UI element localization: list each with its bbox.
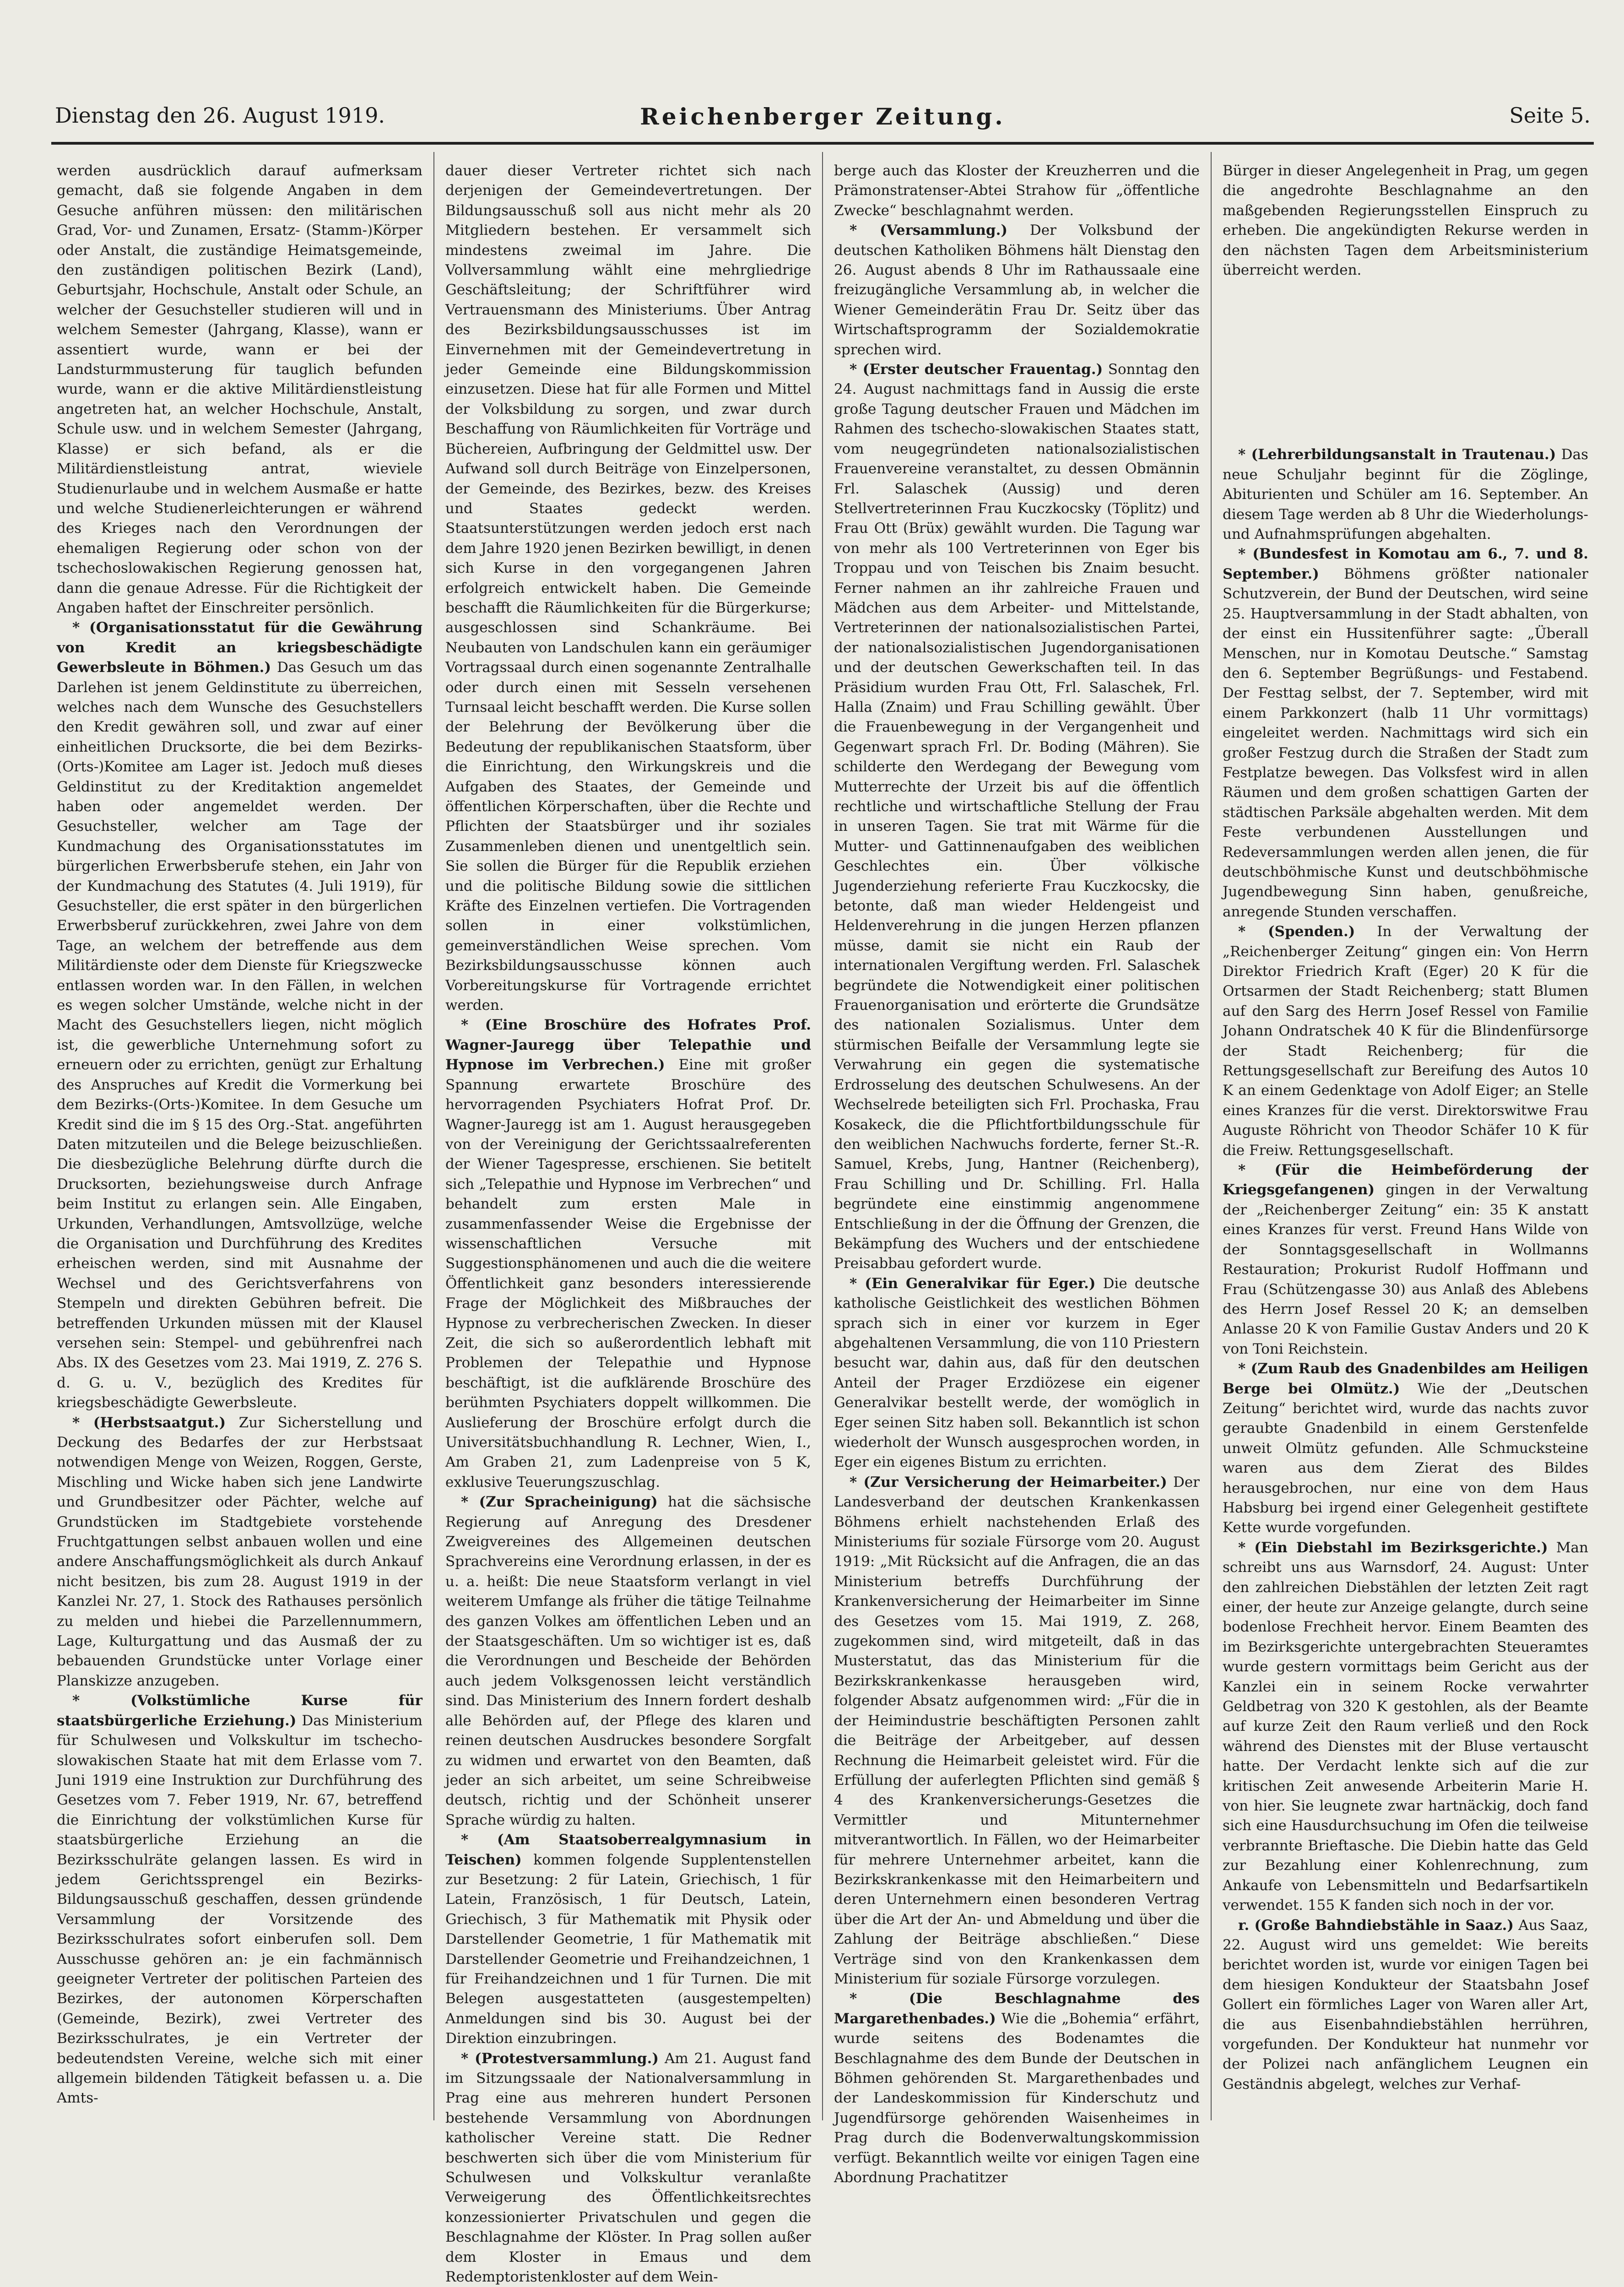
- header-date: Dienstag den 26. August 1919.: [55, 103, 385, 128]
- page-number: Seite 5.: [1509, 103, 1591, 128]
- article-heading: * (Protestversammlung.): [461, 2050, 659, 2067]
- article-heading: * (Versammlung.): [850, 222, 1008, 239]
- article-text: Der Volksbund der deutschen Katholiken Böhmens hält Dienstag den 26. August abends 8 Uhr im Rathaussaale eine freizugängliche Versammlung ab, in welcher die Wiener Gemeinderätin Frau Dr. Seitz über das Wirtschaftsprogramm der Sozialdemokratie sprechen wird.: [834, 222, 1200, 358]
- article-heading: r. (Große Bahndiebstähle in Saaz.): [1238, 1917, 1514, 1934]
- article-paragraph: [1223, 922, 1588, 1160]
- article-text: gingen in der Verwaltung der „Reichenberger Zeitung“ ein: 35 K anstatt eines Kranzes für verst. Freund Hans Wilde von der Sonntagsgesellschaft in Wollmanns Restauration; Prokurist Rudolf Hoffmann und Frau (Schützengasse 30) aus Anlaß des Ablebens des Herrn Josef Ressel 20 K; an demselben Anlasse 20 K von Familie Gustav Anders und 20 K von Toni Reichstein.: [1223, 1181, 1588, 1357]
- article-paragraph: [1223, 1916, 1588, 2095]
- article-paragraph: [445, 161, 811, 1015]
- article-paragraph: [834, 221, 1200, 360]
- article-paragraph: [57, 1413, 422, 1691]
- article-heading: * (Organisationsstatut für die Gewährung von Kredit an kriegsbeschädigte Gewerbsleute in Böhmen.): [57, 619, 422, 676]
- article-text: Wie die „Bohemia“ erfährt, wurde seitens des Bodenamtes die Beschlagnahme des dem Bunde der Deutschen in Böhmen gehörenden St. Margarethenbades und der Landeskommission für Kinderschutz und Jugendfürsorge gehörenden Waisenheimes in Prag durch die Bodenverwaltungskommission verfügt. Bekanntlich weilte vor einigen Tagen eine Abordnung Prachatitzer: [834, 2010, 1200, 2186]
- article-paragraph: [445, 2049, 811, 2287]
- article-paragraph: [445, 1830, 811, 2049]
- article-heading: * (Zum Raub des Gnadenbildes am Heiligen Berge bei Olmütz.): [1223, 1360, 1588, 1397]
- article-paragraph: [834, 360, 1200, 1274]
- masthead: Reichenberger Zeitung.: [640, 103, 1006, 130]
- article-heading: * (Eine Broschüre des Hofrates Prof. Wagner-Jauregg über Telepathie und Hypnose im Verbrechen.): [445, 1017, 811, 1073]
- article-heading: * (Erster deutscher Frauentag.): [850, 361, 1103, 378]
- article-heading: * (Am Staatsoberrealgymnasium in Teischen): [445, 1832, 811, 1868]
- article-heading: * (Bundesfest in Komotau am 6., 7. und 8. September.): [1223, 546, 1588, 582]
- article-text: Man schreibt uns aus Warnsdorf, 24. August: Unter den zahlreichen Diebstählen der letzten Zeit ragt einer, der heute zur Anzeige gelangte, durch seine bodenlose Frechheit hervor. Einem Beamten des im Bezirksgerichte untergebrachten Steueramtes wurde gestern vormittags beim Gericht aus der Kanzlei ein in seinem Rocke verwahrter Geldbetrag von 320 K gestohlen, als der Beamte auf kurze Zeit den Raum verließ und den Rock während des Dienstes mit der Bluse vertauscht hatte. Der Verdacht lenkte sich auf die zur kritischen Zeit anwesende Arbeiterin Marie H. von hier. Sie leugnete zwar hartnäckig, doch fand sich eine Hausdurchsuchung im Ofen die teilweise verbrannte Brieftasche. Die Diebin hatte das Geld zur Bezahlung einer Kohlenrechnung, zum Ankaufe von Lebensmitteln und Bedarfsartikeln verwendet. 155 K fanden sich noch in der vor.: [1223, 1539, 1589, 1914]
- article-paragraph: [445, 1492, 811, 1830]
- article-text: Sonntag den 24. August nachmittags fand in Aussig die erste große Tagung deutscher Frauen und Mädchen im Rahmen des tschecho-slowakischen Staates statt, vom neugegründeten nationalsozialistischen Frauenvereine veranstaltet, zu dessen Obmännin Frl. Salaschek (Aussig) und deren Stellvertreterinnen Frau Kuczkocsky (Töplitz) und Frau Ott (Brüx) gewählt wurden. Die Tagung war von mehr als 100 Vertreterinnen von Eger bis Troppau und von Teischen bis Znaim besucht. Ferner nahmen an ihr zahlreiche Frauen und Mädchen aus dem Arbeiter- und Mittelstande, Vertreterinnen der nationalsozialistischen Partei, der nationalsozialistischen Jugendorganisationen und der deutschen Gewerkschaften teil. In das Präsidium wurden Frau Ott, Frl. Salaschek, Frl. Halla (Znaim) und Frau Schilling gewählt. Über die Frauenbewegung in der Vergangenheit und Gegenwart sprach Frl. Dr. Boding (Mähren). Sie schilderte den Werdegang der Bewegung vom Mutterrechte der Urzeit bis auf die öffentlich rechtliche und wirtschaftliche Stellung der Frau in unseren Tagen. Sie trat mit Wärme für die Mutter- und Gattinnenaufgaben des weiblichen Geschlechtes ein. Über völkische Jugenderziehung referierte Frau Kuczkocsky, die betonte, daß man wieder Heldengeist und Heldenverehrung in die jungen Herzen pflanzen müsse, damit sie nicht ein Raub der internationalen Vergiftung werden. Frl. Salaschek begründete die Notwendigkeit einer politischen Frauenorganisation und erörterte die Grundsätze des nationalen Sozialismus. Unter dem stürmischen Beifalle der Versammlung legte sie Verwahrung ein gegen die systematische Erdrosselung des deutschen Schulwesens. An der Wechselrede beteiligten sich Frl. Prochaska, Frau Kosakeck, die die Pflichtfortbildungsschule für den weiblichen Nachwuchs forderte, ferner St.-R. Samuel, Krebs, Jung, Hantner (Reichenberg), Frau Schilling und Dr. Schilling. Frl. Halla begründete eine einstimmig angenommene Entschließung in der die Öffnung der Grenzen, die Bekämpfung des Wuchers und der entschiedene Preisabbau gefordert wurde.: [834, 361, 1200, 1272]
- article-text: Wie der „Deutschen Zeitung“ berichtet wird, wurde das nachts zuvor geraubte Gnadenbild in einem Gerstenfelde unweit Olmütz gefunden. Alle Schmucksteine waren aus dem Zierat des Bildes herausgebrochen, nur eine von dem Haus Habsburg bei irgend einer Gelegenheit gestiftete Kette wurde vorgefunden.: [1223, 1380, 1588, 1536]
- article-text: hat die sächsische Regierung auf Anregung des Dresdener Zweigvereines des Allgemeinen deutschen Sprachvereins eine Verordnung erlassen, in der es u. a. heißt: Die neue Staatsform verlangt in viel weiterem Umfange als früher die tätige Teilnahme des ganzen Volkes am öffentlichen Leben und an der Staatsgeschäften. Um so wichtiger ist es, daß die Verordnungen und Bescheide der Behörden auch jedem Volksgenossen leicht verständlich sind. Das Ministerium des Innern fordert deshalb alle Behörden auf, der Pflege des klaren und reinen deutschen Ausdruckes besondere Sorgfalt zu widmen und erwartet von den Beamten, daß jeder an sich arbeitet, um seine Schreibweise deutsch, richtig und der Schönheit unserer Sprache würdig zu halten.: [445, 1494, 811, 1828]
- article-heading: * (Herbstsaatgut.): [72, 1414, 226, 1431]
- article-paragraph: [834, 1989, 1200, 2188]
- article-paragraph: [834, 1274, 1200, 1473]
- article-text: Das Ministerium für Schulwesen und Volkskultur im tschecho-slowakischen Staate hat mit dem Erlasse vom 7. Juni 1919 eine Instruktion zur Durchführung des Gesetzes vom 7. Feber 1919, Nr. 67, betreffend die Einrichtung der volkstümlichen Kurse für staatsbürgerliche Erziehung an die Bezirksschulräte gelangen lassen. Es wird in jedem Gerichtssprengel ein Bezirks-Bildungsausschuß geschaffen, dessen gründende Versammlung der Vorsitzende des Bezirksschulrates sofort einberufen soll. Dem Ausschusse gehören an: je ein fachmännisch geeigneter Vertreter der politischen Parteien des Bezirkes, der autonomen Körperschaften (Gemeinde, Bezirk), zwei Vertreter des Bezirksschulrates, je ein Vertreter der bedeutendsten Vereine, welche sich mit einer allgemein bildenden Tätigkeit befassen u. a. Die Amts-: [57, 1712, 423, 2107]
- article-columns: [51, 152, 1594, 2286]
- article-text: In der Verwaltung der „Reichenberger Zeitung“ gingen ein: Von Herrn Direktor Friedrich Kraft (Eger) 20 K für die Ortsarmen der Stadt Reichenberg; statt Blumen auf den Sarg des Herrn Josef Ressel von Familie Johann Ondratschek 40 K für die Blindenfürsorge der Stadt Reichenberg; für die Rettungsgesellschaft zur Bereifung des Autos 10 K an einem Gedenktage von Adolf Eiger; an Stelle eines Kranzes für die verst. Direktorswitwe Frau Auguste Röhricht von Theodor Schäfer 10 K für die Freiw. Rettungsgesellschaft.: [1223, 923, 1588, 1159]
- article-text: Böhmens größter nationaler Schutzverein, der Bund der Deutschen, wird seine 25. Hauptversammlung in der Stadt abhalten, von der einst ein Hussitenführer sagte: „Überall Menschen, nur in Komotau Deutsche.“ Samstag den 6. September Begrüßungs- und Festabend. Der Festtag selbst, der 7. September, wird mit einem Parkkonzert (halb 11 Uhr vormittags) eingeleitet werden. Nachmittags wird sich ein großer Festzug durch die Straßen der Stadt zum Festplatze bewegen. Das Volksfest wird in allen Räumen und dem großen schattigen Garten der städtischen Parksäle abgehalten werden. Mit dem Feste verbundenen Ausstellungen und Redeversammlungen werden allen jenen, die für deutschböhmische Kunst und deutschböhmische Jugendbewegung Sinn haben, genußreiche, anregende Stunden verschaffen.: [1223, 565, 1588, 920]
- article-heading: * (Zur Spracheinigung): [461, 1494, 658, 1511]
- page-header: [55, 94, 1591, 144]
- article-text: Aus Saaz, 22. August wird uns gemeldet: Wie bereits berichtet worden ist, wurde vor einigen Tagen bei dem hiesigen Kondukteur der Staatsbahn Josef Gollert ein förmliches Lager von Waren aller Art, die aus Eisenbahndiebstählen herrühren, vorgefunden. Der Kondukteur hat nunmehr vor der Polizei nach anfänglichem Leugnen ein Geständnis abgelegt, welches zur Verhaf-: [1223, 1917, 1589, 2092]
- article-heading: * (Volkstümliche Kurse für staatsbürgerliche Erziehung.): [57, 1692, 422, 1729]
- article-paragraph: [834, 161, 1200, 221]
- article-heading: * (Spenden.): [1238, 923, 1355, 940]
- column-4: [1217, 152, 1594, 2120]
- article-text: Bürger in dieser Angelegenheit in Prag, um gegen die angedrohte Beschlagnahme an den maßgebenden Regierungsstellen Einspruch zu erheben. Die angekündigten Rekurse werden in den nächsten Tagen dem Arbeitsministerium überreicht werden.: [1223, 163, 1588, 279]
- article-text: Am 21. August fand im Sitzungssaale der Nationalversammlung in Prag eine aus mehreren hundert Personen bestehende Versammlung von Abordnungen katholischer Vereine statt. Die Redner beschwerten sich über die vom Ministerium für Schulwesen und Volkskultur veranlaßte Verweigerung des Öffentlichkeitsrechtes konzessionierter Privatschulen und gegen die Beschlagnahme der Klöster. In Prag sollen außer dem Kloster in Emaus und dem Redemptoristenkloster auf dem Wein-: [445, 2050, 811, 2286]
- column-3: [828, 152, 1205, 2186]
- column-2: [440, 152, 817, 2286]
- article-text: Das neue Schuljahr beginnt für die Zöglinge, Abiturienten und Schüler am 16. September. An diesem Tage werden ab 8 Uhr die Wiederholungs- und Aufnahmsprüfungen abgehalten.: [1223, 446, 1588, 543]
- article-paragraph: [1223, 544, 1588, 922]
- article-text: werden ausdrücklich darauf aufmerksam gemacht, daß sie folgende Angaben in dem Gesuche anführen müssen: den militärischen Grad, Vor- und Zunamen, Ersatz- (Stamm-)Körper oder Anstalt, die zuständige Heimatsgemeinde, den zuständigen politischen Bezirk (Land), Geburtsjahr, Hochschule, Anstalt oder Schule, an welcher der Gesuchsteller studieren will und in welchem Semester (Jahrgang, Klasse), wann er assentiert wurde, wann er bei der Landsturmmusterung für tauglich befunden wurde, wann er die aktive Militärdienstleistung angetreten hat, an welcher Hochschule, Anstalt, Schule usw. und in welchem Semester (Jahrgang, Klasse) er sich befand, als er die Militärdienstleistung antrat, wieviele Studienurlaube und in welchem Ausmaße er hatte und welche Studienerleichterungen er während des Krieges nach den Verordnungen der ehemaligen Regierung oder schon von der tschechoslowakischen Regierung genossen hat, dann die genaue Adresse. Für die Richtigkeit der Angaben haftet der Einschreiter persönlich.: [57, 163, 422, 616]
- article-paragraph: [57, 161, 422, 618]
- article-text: Zur Sicherstellung und Deckung des Bedarfes der zur Herbstsaat notwendigen Menge von Weizen, Roggen, Gerste, Mischling und Wicke haben sich jene Landwirte und Grundbesitzer oder Pächter, welche auf Grundstücken im Stadtgebiete vorstehende Fruchtgattungen selbst anbauen wollen und eine andere Anschaffungsmöglichkeit als durch Ankauf nicht besitzen, bis zum 28. August 1919 in der Kanzlei Nr. 27, 1. Stock des Rathauses persönlich zu melden und hiebei die Parzellennummern, Lage, Kulturgattung und das Ausmaß der zu bebauenden Grundstücke unter Vorlage einer Planskizze anzugeben.: [57, 1414, 423, 1689]
- column-1: [51, 152, 428, 2120]
- column-gap: [1223, 280, 1588, 445]
- article-text: Eine mit großer Spannung erwartete Broschüre des hervorragenden Psychiaters Hofrat Prof. Dr. Wagner-Jauregg ist am 1. August herausgegeben von der Vereinigung der Gerichtssaalreferenten der Wiener Tagespresse, erschienen. Sie betitelt sich „Telepathie und Hypnose im Verbrechen“ und behandelt zum ersten Male in zusammenfassender Weise die Ergebnisse der wissenschaftlichen Versuche mit Suggestionsphänomenen und auch die die weitere Öffentlichkeit ganz besonders interessierende Frage der Möglichkeit des Mißbrauches der Hypnose zu verbrecherischen Zwecken. In dieser Zeit, die sich so außerordentlich lebhaft mit Problemen der Telepathie und Hypnose beschäftigt, ist die aufklärende Broschüre des berühmten Psychiaters doppelt willkommen. Die Auslieferung der Broschüre erfolgt durch die Universitätsbuchhandlung R. Lechner, Wien, I., Am Graben 21, zum Ladenpreise von 5 K, exklusive Teuerungszuschlag.: [445, 1057, 811, 1490]
- article-text: Das Gesuch um das Darlehen ist jenem Geldinstitute zu überreichen, welches nach dem Wunsche des Gesuchstellers den Kredit gewähren soll, und zwar auf einer einheitlichen Drucksorte, die bei dem Bezirks-(Orts-)Komitee am Lager ist. Jedoch muß dieses Geldinstitut zu der Kreditaktion angemeldet haben oder angemeldet werden. Der Gesuchsteller, welcher am Tage der Kundmachung des Organisationsstatutes im bürgerlichen Erwerbsberufe stehen, ein Jahr von der Kundmachung des Statutes (4. Juli 1919), für Gesuchsteller, die erst später in den bürgerlichen Erwerbsberuf zurückkehren, zwei Jahre von dem Tage, an welchem der betreffende aus dem Militärdienste oder dem Dienste für Kriegszwecke entlassen worden war. In den Fällen, in welchen es wegen solcher Umstände, welche nicht in der Macht des Gesuchstellers liegen, nicht möglich ist, die gewerbliche Unternehmung sofort zu erneuern oder zu errichten, genügt zur Erhaltung des Anspruches auf Kredit die Vormerkung bei dem Bezirks-(Orts-)Komitee. In dem Gesuche um Kredit sind die im § 15 des Org.-Stat. angeführten Daten mitzuteilen und die Belege beizuschließen. Die diesbezügliche Belehrung dürfte durch die Drucksorten, beziehungsweise durch Anfrage beim Institut zu erlangen sein. Alle Eingaben, Urkunden, Verhandlungen, Amtsvollzüge, welche die Organisation und Durchführung des Kredites erheischen werden, sind mit Ausnahme der Wechsel und des Gerichtsverfahrens von Stempeln und direkten Gebühren befreit. Die betreffenden Urkunden müssen mit der Klausel versehen sein: Stempel- und gebührenfrei nach Abs. IX des Gesetzes vom 23. Mai 1919, Z. 276 S. d. G. u. V., bezüglich des Kredites für kriegsbeschädigte Gewerbsleute.: [57, 659, 422, 1411]
- article-paragraph: [1223, 1160, 1588, 1359]
- article-heading: * (Ein Generalvikar für Eger.): [850, 1275, 1096, 1292]
- article-text: kommen folgende Supplentenstellen zur Besetzung: 2 für Latein, Griechisch, 1 für Latein, Französisch, 1 für Deutsch, Latein, Griechisch, 3 für Mathematik mit Physik oder Darstellender Geometrie, 1 für Mathematik mit Darstellender Geometrie und Freihandzeichnen, 1 für Freihandzeichnen und 1 für Turnen. Die mit Belegen ausgestatteten (ausgestempelten) Anmeldungen sind bis 30. August bei der Direktion einzubringen.: [445, 1851, 811, 2047]
- article-text: dauer dieser Vertreter richtet sich nach derjenigen der Gemeindevertretungen. Der Bildungsausschuß soll aus nicht mehr als 20 Mitgliedern bestehen. Er versammelt sich mindestens zweimal im Jahre. Die Vollversammlung wählt eine mehrgliedrige Geschäftsleitung; der Schriftführer wird Vertrauensmann des Ministeriums. Über Antrag des Bezirksbildungsausschusses ist im Einvernehmen mit der Gemeindevertretung in jeder Gemeinde eine Bildungskommission einzusetzen. Diese hat für alle Formen und Mittel der Volksbildung zu sorgen, und zwar durch Beschaffung von Räumlichkeiten für Vorträge und Büchereien, Aufbringung der Geldmittel usw. Der Aufwand soll durch Beiträge von Einzelpersonen, der Gemeinde, des Bezirkes, bezw. des Kreises und Staates gedeckt werden. Staatsunterstützungen werden jedoch erst nach dem Jahre 1920 jenen Bezirken bewilligt, in denen sich Kurse in den vorgegangenen Jahren erfolgreich entwickelt haben. Die Gemeinde beschafft die Räumlichkeiten für die Bürgerkurse; ausgeschlossen sind Schankräume. Bei Neubauten von Landschulen kann ein geräumiger Vortragssaal durch einen sogenannte Zentralhalle oder durch einen mit Sesseln versehenen Turnsaal leicht beschafft werden. Die Kurse sollen der Belehrung der Bevölkerung über die Bedeutung der republikanischen Staatsform, über die Einrichtung, den Wirkungskreis und die Aufgaben des Staates, der Gemeinde und öffentlichen Körperschaften, über die Rechte und Pflichten der Staatsbürger und ihr soziales Zusammenleben dienen und unentgeltlich sein. Sie sollen die Bürger für die Republik erziehen und die politische Bildung sowie die sittlichen Kräfte des Einzelnen vertiefen. Die Vortragenden sollen in einer volkstümlichen, gemeinverständlichen Weise sprechen. Vom Bezirksbildungsausschusse können auch Vorbereitungskurse für Vortragende errichtet werden.: [445, 163, 811, 1014]
- article-text: berge auch das Kloster der Kreuzherren und die Prämonstratenser-Abtei Strahow für „öffentliche Zwecke“ beschlagnahmt werden.: [834, 163, 1200, 219]
- header-rule: [51, 142, 1594, 145]
- article-heading: * (Ein Diebstahl im Bezirksgerichte.): [1238, 1539, 1548, 1556]
- article-paragraph: [445, 1015, 811, 1492]
- article-paragraph: [834, 1473, 1200, 1989]
- article-paragraph: [1223, 1538, 1588, 1916]
- article-heading: * (Lehrerbildungsanstalt in Trautenau.): [1238, 446, 1556, 463]
- article-heading: * (Die Beschlagnahme des Margarethenbades.): [834, 1990, 1200, 2027]
- article-paragraph: [57, 1691, 422, 2108]
- article-heading: * (Für die Heimbeförderung der Kriegsgefangenen): [1223, 1162, 1588, 1198]
- article-paragraph: [1223, 445, 1588, 544]
- article-paragraph: [57, 618, 422, 1413]
- article-text: Die deutsche katholische Geistlichkeit des westlichen Böhmen sprach sich in einer vor kurzem in Eger abgehaltenen Versammlung, die von 110 Priestern besucht war, dahin aus, daß für den deutschen Anteil der Prager Erzdiözese ein eigener Generalvikar bestellt werde, der womöglich in Eger seinen Sitz haben soll. Bekanntlich ist schon wiederholt der Wunsch ausgesprochen worden, in Eger ein eigenes Bistum zu errichten.: [834, 1275, 1200, 1471]
- article-paragraph: [1223, 1359, 1588, 1538]
- article-text: Der Landesverband der deutschen Krankenkassen Böhmens erhielt nachstehenden Erlaß des Ministeriums für soziale Fürsorge vom 20. August 1919: „Mit Rücksicht auf die Anfragen, die an das Ministerium betreffs Durchführung der Krankenversicherung der Heimarbeiter im Sinne des Gesetzes vom 15. Mai 1919, Z. 268, zugekommen sind, wird mitgeteilt, daß in das Musterstatut, das das Ministerium für die Bezirkskrankenkasse herausgeben wird, folgender Absatz aufgenommen wird: „Für die in der Heimindustrie beschäftigten Personen zahlt die Beiträge der Arbeitgeber, auf dessen Rechnung die Heimarbeit geleistet wird. Für die Erfüllung der auferlegten Pflichten sind gemäß § 4 des Krankenversicherungs-Gesetzes die Vermittler und Mitunternehmer mitverantwortlich. In Fällen, wo der Heimarbeiter für mehrere Unternehmer arbeitet, kann die Bezirkskrankenkasse mit den Heimarbeitern und deren Unternehmern einen besonderen Vertrag über die Art der An- und Abmeldung und über die Zahlung der Beiträge abschließen.“ Diese Verträge sind von den Krankenkassen dem Ministerium für soziale Fürsorge vorzulegen.: [834, 1474, 1200, 1987]
- article-heading: * (Zur Versicherung der Heimarbeiter.): [850, 1474, 1167, 1490]
- article-paragraph: [1223, 161, 1588, 280]
